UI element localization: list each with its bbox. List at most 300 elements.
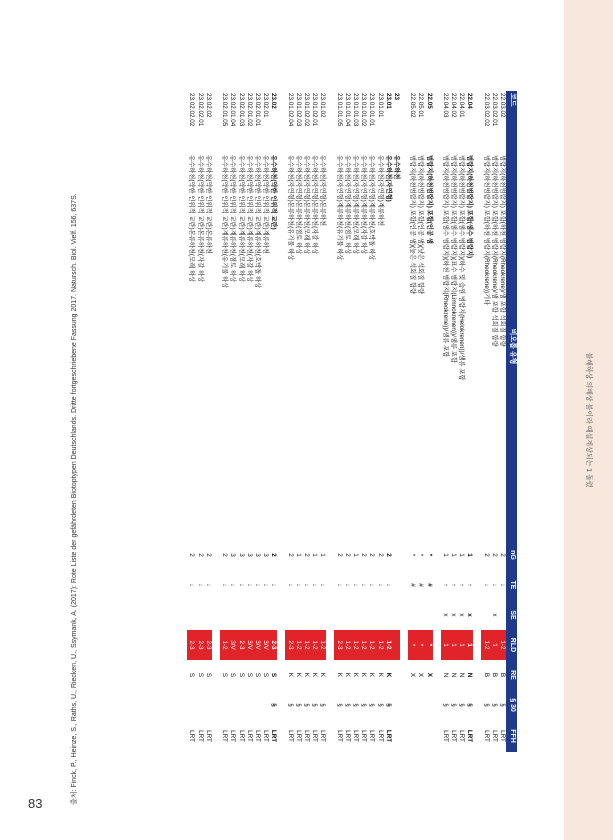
cell-code: 22.04.02: [449, 93, 457, 118]
cell-te: ↓: [360, 583, 368, 587]
cell-ffh: LRT: [441, 730, 449, 742]
cell-ffh: LRT: [343, 730, 351, 742]
cell-code: 23.02.01: [262, 93, 270, 118]
cell-ng: 3: [237, 553, 245, 557]
cell-rld: *: [416, 630, 424, 660]
cell-ffh: LRT: [188, 730, 196, 742]
table-row: [457, 91, 465, 752]
header-se: SE: [506, 600, 517, 630]
cell-name: 유수하천(자연형)본류하천(유기물 하상: [286, 155, 294, 261]
cell-te: ↑: [458, 583, 466, 587]
cell-re: X: [417, 672, 425, 678]
spacer-cell: [473, 91, 481, 752]
cell-rld: *: [424, 630, 432, 660]
cell-rld: 2-3: [269, 630, 277, 660]
cell-re: N: [441, 672, 449, 678]
cell-se: x: [458, 613, 466, 617]
cell-te: ↓: [262, 583, 270, 587]
cell-rld: 1-2: [375, 630, 383, 660]
cell-re: B: [499, 672, 506, 678]
header-te: TE: [506, 570, 517, 600]
cell-te: ↓: [204, 583, 212, 587]
cell-te: ↓: [221, 583, 229, 587]
cell-code: 23.01.01.05: [335, 93, 343, 127]
cell-ng: 2: [490, 553, 498, 557]
cell-se: [294, 600, 302, 630]
table-row: [481, 91, 489, 752]
cell-ng: 1: [319, 553, 327, 557]
table-row: [228, 91, 236, 752]
cell-s30: §: [441, 703, 449, 707]
cell-ng: 2: [270, 553, 278, 557]
cell-ffh: LRT: [262, 730, 270, 742]
cell-s30: [204, 690, 212, 720]
cell-ng: 2: [286, 553, 294, 557]
cell-re: K: [311, 672, 319, 678]
cell-re: X: [425, 672, 433, 678]
cell-re: [392, 660, 400, 690]
table-body: [187, 91, 506, 752]
cell-ng: 2: [343, 553, 351, 557]
cell-name: 유수하천(약한 인위적 교란)본류하천: [204, 155, 212, 254]
cell-name: 유수하천: [392, 155, 400, 180]
cell-ng: 2: [368, 553, 376, 557]
cell-code: 23.01.01.04: [343, 93, 351, 127]
spacer-cell: [277, 91, 285, 752]
cell-s30: [408, 690, 416, 720]
cell-re: N: [449, 672, 457, 678]
table-row: [351, 91, 359, 752]
cell-ffh: LRT: [286, 730, 294, 742]
table-row: [187, 91, 195, 752]
cell-rld: 1-2: [318, 630, 326, 660]
cell-ffh: LRT: [196, 730, 204, 742]
cell-se: [261, 600, 269, 630]
cell-name: 유수하천(자연형)본류하천: [319, 155, 327, 227]
table-row: [334, 91, 342, 752]
table-row: [253, 91, 261, 752]
cell-ng: 1: [294, 553, 302, 557]
cell-s30: §: [351, 703, 359, 707]
cell-se: [236, 600, 244, 630]
cell-ffh: [392, 720, 400, 752]
cell-ng: 2: [302, 553, 310, 557]
cell-code: 23.01.02.01: [311, 93, 319, 127]
cell-ffh: LRT: [253, 730, 261, 742]
table-row: [367, 91, 375, 752]
cell-se: x: [449, 613, 457, 617]
cell-code: 23.02.01.02: [245, 93, 253, 127]
cell-ng: 2: [188, 553, 196, 557]
cell-code: 22.04.03: [441, 93, 449, 118]
cell-ffh: LRT: [294, 730, 302, 742]
cell-s30: [236, 690, 244, 720]
cell-name: 범람지(하천범람지) 포함(인공 샘)(낮은 석회질 함량: [417, 155, 425, 295]
cell-rld: 3/V: [228, 630, 236, 660]
cell-rld: 1: [465, 630, 473, 660]
spacer-row: [326, 91, 334, 752]
cell-s30: §: [384, 703, 392, 707]
cell-re: S: [196, 672, 204, 678]
cell-ng: *: [409, 553, 417, 557]
cell-se: [285, 600, 293, 630]
cell-code: 23.01.01.03: [351, 93, 359, 127]
cell-se: [392, 600, 400, 630]
cell-ffh: LRT: [221, 730, 229, 742]
cell-se: [481, 600, 489, 630]
cell-ng: 1: [458, 553, 466, 557]
cell-te: ↓: [368, 583, 376, 587]
cell-se: [187, 600, 195, 630]
cell-se: [359, 600, 367, 630]
cell-re: S: [229, 672, 237, 678]
source-citation: 출처: Finck, P., Heinze, S., Raths, U., Riecken, U., Ssymank, A. (2017): Rote Liste der gefährdeten Biotoptypen Deutschlands. Dritte fortgeschriebene Fassung 2017. Natursch. Biol. Vielf. 156, 637S.: [71, 193, 78, 805]
cell-ng: 1: [449, 553, 457, 557]
cell-s30: §: [499, 703, 506, 707]
cell-s30: §: [343, 703, 351, 707]
cell-re: S: [237, 672, 245, 678]
cell-se: [351, 600, 359, 630]
spacer-row: [277, 91, 285, 752]
cell-ng: 2: [360, 553, 368, 557]
cell-ng: 1: [351, 553, 359, 557]
cell-rld: *: [408, 630, 416, 660]
spacer-row: [433, 91, 441, 752]
cell-te: ↓: [376, 583, 384, 587]
cell-code: 23.01.02.02: [302, 93, 310, 127]
cell-ng: [392, 540, 400, 570]
cell-s30: [187, 690, 195, 720]
cell-re: S: [270, 672, 278, 678]
cell-te: ↓: [294, 583, 302, 587]
cell-re: S: [188, 672, 196, 678]
table-row: [359, 91, 367, 752]
cell-s30: §: [286, 703, 294, 707]
cell-code: 23: [392, 93, 400, 101]
cell-se: [334, 600, 342, 630]
cell-re: N: [458, 672, 466, 678]
cell-ffh: LRT: [490, 730, 498, 742]
cell-s30: [196, 690, 204, 720]
cell-ffh: LRT: [499, 730, 506, 742]
cell-ng: 1: [311, 553, 319, 557]
cell-name: 유수하천(자연형)본류하천(모래 하상: [302, 155, 310, 255]
cell-re: X: [409, 672, 417, 678]
cell-code: 23.01.02.03: [294, 93, 302, 127]
cell-ffh: LRT: [368, 730, 376, 742]
cell-s30: [416, 690, 424, 720]
cell-s30: §: [490, 703, 498, 707]
cell-te: #: [409, 583, 417, 587]
cell-re: K: [319, 672, 327, 678]
table-row: [441, 91, 449, 752]
cell-te: ↑: [441, 583, 449, 587]
cell-te: ↓: [351, 583, 359, 587]
cell-re: N: [466, 672, 474, 678]
table-row: [269, 91, 277, 752]
cell-te: ↓: [335, 583, 343, 587]
cell-se: [384, 600, 392, 630]
table-row: [424, 91, 432, 752]
cell-rld: 2-3: [196, 630, 204, 660]
cell-name: 범람지(하천범람지) 포함(샘수 범람지)(하수 및 습원 범람지(Helokrenen))/샘류 포함: [458, 155, 466, 381]
spacer-cell: [400, 91, 408, 752]
cell-rld: 3/V: [253, 630, 261, 660]
cell-re: K: [302, 672, 310, 678]
cell-s30: §: [311, 703, 319, 707]
cell-s30: §: [302, 703, 310, 707]
cell-se: [204, 600, 212, 630]
cell-re: K: [360, 672, 368, 678]
cell-ng: 2: [376, 553, 384, 557]
cell-code: 23.02.01.05: [221, 93, 229, 127]
cell-name: 유수하천(약한 인위적 교란)계류하천(호박돌 하상: [253, 155, 261, 289]
spacer-row: [473, 91, 481, 752]
cell-te: ↓: [188, 583, 196, 587]
spacer-cell: [326, 91, 334, 752]
cell-code: 22.04: [466, 93, 474, 109]
cell-rld: 1-2: [384, 630, 392, 660]
cell-rld: 1-2: [310, 630, 318, 660]
cell-se: [269, 600, 277, 630]
cell-ffh: LRT: [204, 730, 212, 742]
cell-se: [498, 600, 506, 630]
cell-se: [424, 600, 432, 630]
cell-name: 유수하천(자연형)계류하천(자갈 하상: [360, 155, 368, 255]
cell-te: ↓: [286, 583, 294, 587]
cell-ffh: LRT: [311, 730, 319, 742]
cell-te: ↓: [229, 583, 237, 587]
cell-ffh: LRT: [351, 730, 359, 742]
cell-ffh: [416, 720, 424, 752]
cell-se: [310, 600, 318, 630]
cell-te: #: [425, 583, 433, 587]
cell-re: S: [245, 672, 253, 678]
page-number: 83: [28, 796, 43, 811]
cell-code: 23.01.02.04: [286, 93, 294, 127]
cell-s30: §: [458, 703, 466, 707]
cell-name: 유수하천(자연형)본류하천(점토 하상: [294, 155, 302, 255]
cell-ffh: LRT: [335, 730, 343, 742]
cell-code: 23.02.02.01: [196, 93, 204, 127]
cell-se: x: [466, 613, 474, 617]
spacer-row: [212, 91, 220, 752]
cell-s30: [424, 690, 432, 720]
table-row: [261, 91, 269, 752]
cell-name: 범람지(하천범람지) 포함(하천 범람지(Rheokrene)/샘 포함 석회질 함량: [490, 155, 498, 347]
spacer-cell: [433, 91, 441, 752]
cell-code: 23.01.02: [319, 93, 327, 118]
cell-re: K: [335, 672, 343, 678]
cell-name: 유수하천(자연형)계류하천(유기물 하상: [335, 155, 343, 261]
cell-ffh: LRT: [270, 729, 278, 743]
cell-ng: 2: [221, 553, 229, 557]
table-row: [392, 91, 400, 752]
cell-se: [408, 600, 416, 630]
table-row: [384, 91, 392, 752]
cell-re: K: [294, 672, 302, 678]
cell-s30: [245, 690, 253, 720]
cell-name: 유수하천(약한 인위적 교란)본류하천(모래 하상: [188, 155, 196, 283]
cell-s30: [261, 690, 269, 720]
table-row: [408, 91, 416, 752]
table-row: [490, 91, 498, 752]
table-row: [220, 91, 228, 752]
cell-ffh: LRT: [245, 730, 253, 742]
cell-s30: [228, 690, 236, 720]
table-row: [343, 91, 351, 752]
cell-re: S: [221, 672, 229, 678]
cell-ffh: LRT: [229, 730, 237, 742]
cell-name: 범람지(하천범람지) 포함(하천 범람지(Rheokrene))기타: [482, 155, 490, 306]
cell-se: [367, 600, 375, 630]
cell-te: ↓: [302, 583, 310, 587]
table-row: [498, 91, 506, 752]
cell-te: ↓: [319, 583, 327, 587]
cell-s30: [253, 690, 261, 720]
cell-ng: 2: [196, 553, 204, 557]
cell-rld: 1-2: [220, 630, 228, 660]
table-container: [60, 91, 517, 752]
cell-ng: *: [417, 553, 425, 557]
cell-s30: [392, 690, 400, 720]
cell-rld: 1-2: [481, 630, 489, 660]
cell-code: 23.01: [384, 93, 392, 109]
cell-te: ↓: [237, 583, 245, 587]
cell-rld: 1-2: [351, 630, 359, 660]
cell-rld: 2-3: [334, 630, 342, 660]
cell-rld: 1-2: [498, 630, 506, 660]
cell-te: ↓: [245, 583, 253, 587]
cell-code: 23.02.01.03: [237, 93, 245, 127]
cell-re: S: [204, 672, 212, 678]
cell-re: B: [490, 672, 498, 678]
biotope-table: [187, 91, 517, 752]
cell-rld: 1: [441, 630, 449, 660]
table-row: [318, 91, 326, 752]
cell-te: ↑: [449, 583, 457, 587]
cell-code: 23.02.02.02: [188, 93, 196, 127]
cell-code: 23.02.01.01: [253, 93, 261, 127]
cell-te: ↓: [196, 583, 204, 587]
sidebar-title: 불해하상 의배상 불이라 때설계상되는 1 돌렸: [585, 352, 592, 488]
cell-s30: §: [466, 703, 474, 707]
cell-rld: 1-2: [367, 630, 375, 660]
cell-te: ↓: [253, 583, 261, 587]
cell-name: 유수하천(자연형)계류하천(점토 하상: [343, 155, 351, 255]
cell-rld: 2-3: [204, 630, 212, 660]
table-row: [204, 91, 212, 752]
cell-name: 유수하천(자연형): [384, 155, 392, 202]
cell-ng: 2: [335, 553, 343, 557]
cell-te: ↓: [311, 583, 319, 587]
table-row: [196, 91, 204, 752]
cell-code: 23.02: [270, 93, 278, 109]
cell-ng: 2: [384, 553, 392, 557]
table-row: [285, 91, 293, 752]
header-re: RE: [506, 660, 517, 690]
header-rld: RLD: [506, 630, 517, 660]
cell-re: K: [368, 672, 376, 678]
cell-ffh: LRT: [319, 730, 327, 742]
cell-code: 23.01.01.02: [360, 93, 368, 127]
cell-code: 22.03.02: [499, 93, 506, 118]
cell-te: [392, 570, 400, 600]
cell-ng: *: [425, 553, 433, 557]
cell-name: 유수하천(약한 인위적 교란)계류하천: [262, 155, 270, 254]
cell-te: ↓: [343, 583, 351, 587]
cell-rld: 2-3: [187, 630, 195, 660]
cell-s30: §: [360, 703, 368, 707]
cell-re: S: [253, 672, 261, 678]
cell-rld: 1: [490, 630, 498, 660]
cell-name: 범람지(하천범람지) 포함(하천 범람지(Rheokrene)/샘 포함 석회질 함량: [499, 155, 506, 347]
cell-ng: 2: [204, 553, 212, 557]
cell-s30: §: [482, 703, 490, 707]
cell-te: ↓: [384, 583, 392, 587]
table-row: [416, 91, 424, 752]
cell-name: 유수하천(약한 인위적 교란)본류하천(자갈 하상: [196, 155, 204, 283]
cell-rld: 1-2: [302, 630, 310, 660]
cell-ng: 2: [482, 553, 490, 557]
cell-name: 범람지(하천범람지) 포함(샘수 범람지)(표수 범람지(Limnokrenen))/샘류 포함: [449, 155, 457, 363]
header-name: 비오톱 유형: [506, 153, 517, 540]
table-row: [236, 91, 244, 752]
cell-name: 유수하천(약한 인위적 교란)계류하천(점토 하상: [229, 155, 237, 283]
cell-te: ↓: [482, 583, 490, 587]
cell-name: 유수하천(자연형)계류하천(호박돌 하상: [368, 155, 376, 261]
cell-ffh: LRT: [384, 729, 392, 743]
cell-ffh: [424, 720, 432, 752]
cell-code: 23.01.01.01: [368, 93, 376, 127]
cell-ng: 3: [253, 553, 261, 557]
cell-re: S: [262, 672, 270, 678]
header-code: 코드: [506, 91, 517, 153]
cell-rld: 1-2: [343, 630, 351, 660]
cell-re: K: [343, 672, 351, 678]
header-s30: § 30: [506, 690, 517, 720]
cell-rld: 1: [457, 630, 465, 660]
cell-code: 22.05.02: [409, 93, 417, 118]
cell-ng: 3: [245, 553, 253, 557]
cell-ffh: LRT: [449, 730, 457, 742]
cell-name: 유수하천(자연형)본류하천(자갈 하상: [311, 155, 319, 255]
cell-s30: §: [294, 703, 302, 707]
cell-rld: 1: [449, 630, 457, 660]
cell-se: [228, 600, 236, 630]
cell-name: 범람지(하천범람지) 포함(샘수 범람지): [466, 155, 474, 259]
table-row: [465, 91, 473, 752]
cell-re: K: [351, 672, 359, 678]
cell-ng: 3: [229, 553, 237, 557]
table-row: [375, 91, 383, 752]
cell-se: [416, 600, 424, 630]
cell-s30: §: [270, 703, 278, 707]
cell-s30: §: [449, 703, 457, 707]
spacer-row: [400, 91, 408, 752]
cell-se: x: [490, 613, 498, 617]
cell-ffh: LRT: [458, 730, 466, 742]
cell-te: ↓: [270, 583, 278, 587]
cell-ffh: LRT: [360, 730, 368, 742]
table-row: [449, 91, 457, 752]
cell-name: 유수하천(약한 인위적 교란)계류하천(유기물 하상: [221, 155, 229, 289]
cell-code: 22.03.02.02: [482, 93, 490, 127]
cell-ffh: LRT: [237, 730, 245, 742]
cell-ng: 3: [262, 553, 270, 557]
cell-se: [302, 600, 310, 630]
cell-te: ↑: [466, 583, 474, 587]
